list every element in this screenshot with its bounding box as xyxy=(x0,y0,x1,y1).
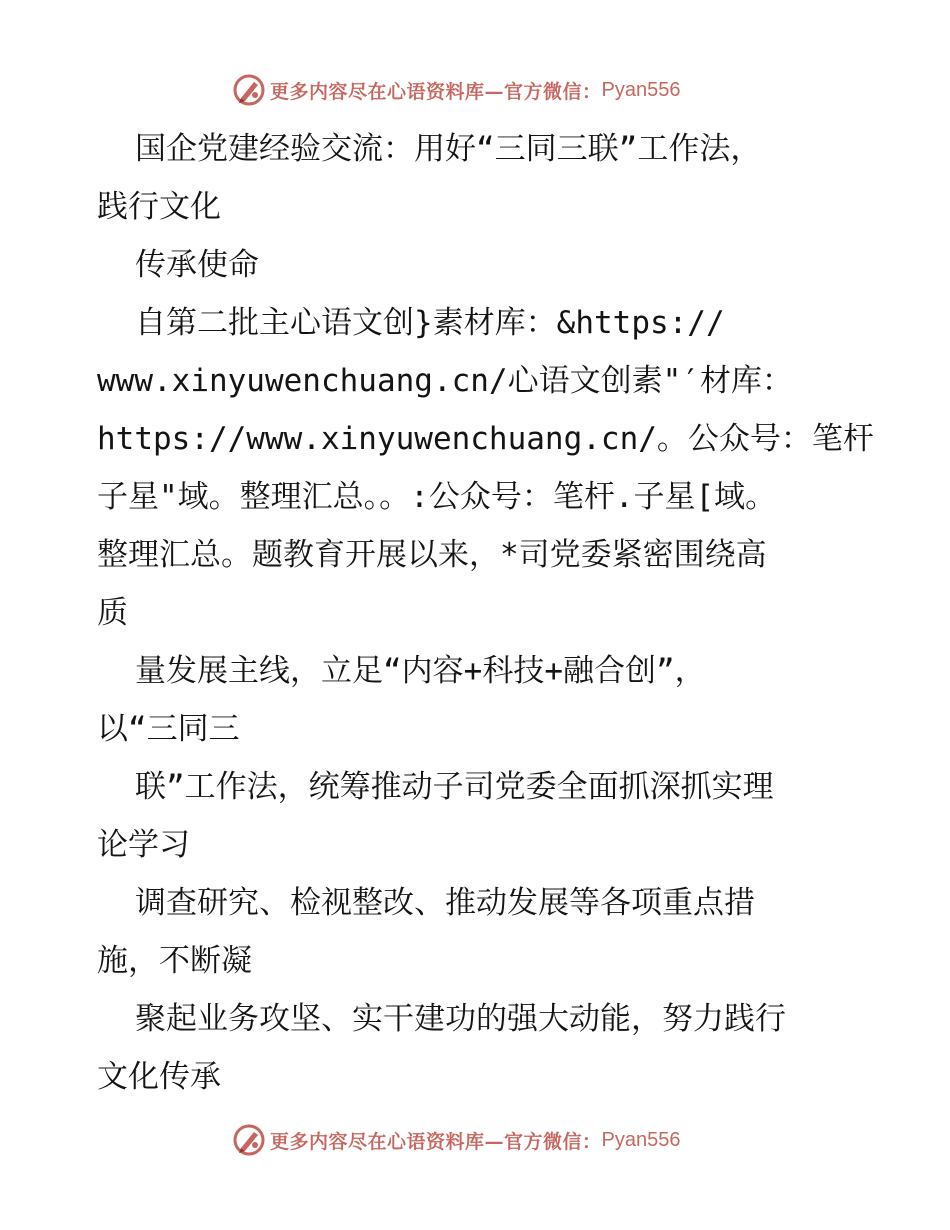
watermark-brand-text: 更多内容尽在心语资料库—官方微信： xyxy=(270,1130,602,1153)
text-line: 文化传承 xyxy=(97,1059,221,1095)
text-line: 传承使命 xyxy=(135,247,259,283)
text-line: 调查研究、检视整改、推动发展等各项重点措 xyxy=(135,885,755,921)
text-line: 质 xyxy=(97,595,128,631)
document-body xyxy=(97,120,874,1106)
footer-watermark xyxy=(232,1122,680,1158)
header-watermark xyxy=(232,72,680,108)
watermark-wechat-id: Pyan556 xyxy=(601,78,681,101)
text-line: 联”工作法，统筹推动子司党委全面抓深抓实理 xyxy=(135,769,774,805)
text-line: https://www.xinyuwenchuang.cn/。公众号：笔杆 xyxy=(97,421,874,457)
text-line: 量发展主线，立足“内容+科技+融合创”， xyxy=(135,653,706,689)
text-line: 论学习 xyxy=(97,827,190,863)
text-line: 施，不断凝 xyxy=(97,943,252,979)
text-line: 聚起业务攻坚、实干建功的强大动能，努力践行 xyxy=(135,1001,786,1037)
pen-logo-icon xyxy=(232,1123,266,1157)
text-line: 整理汇总。题教育开展以来，*司党委紧密围绕高 xyxy=(97,537,767,573)
text-line: www.xinyuwenchuang.cn/心语文创素"′材库： xyxy=(97,363,793,399)
text-line: 国企党建经验交流：用好“三同三联”工作法， xyxy=(135,131,762,167)
text-line: 以“三同三 xyxy=(97,711,240,747)
pen-logo-icon xyxy=(232,73,266,107)
text-line: 自第二批主心语文创}素材库：&https:// xyxy=(135,305,725,341)
watermark-brand-text: 更多内容尽在心语资料库—官方微信： xyxy=(270,80,602,103)
watermark-wechat-id: Pyan556 xyxy=(601,1128,681,1151)
text-line: 子星"域。整理汇总。。:公众号：笔杆.子星[域。 xyxy=(97,479,777,515)
text-line: 践行文化 xyxy=(97,189,221,225)
